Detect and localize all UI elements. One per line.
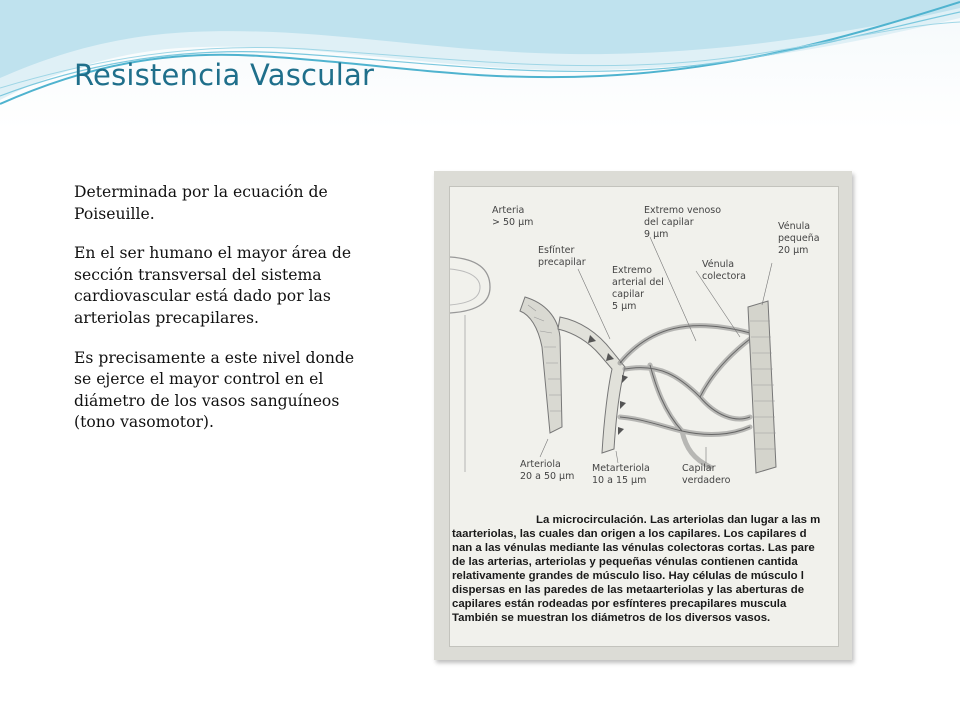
label-esfinter-precapilar: Esfínter precapilar (538, 245, 586, 268)
label-extremo-venoso: Extremo venoso del capilar 9 µm (644, 205, 722, 240)
figure-image (449, 186, 839, 647)
label-metarteriola: Metarteriola 10 a 15 µm (592, 463, 650, 486)
paragraph-2: En el ser humano el mayor área de sección transversal del sistema cardiovascular está dado por las arteriolas precapilares. (74, 244, 352, 327)
paragraph-3: Es precisamente a este nivel donde se ejerce el mayor control en el diámetro de los vasos sanguíneos (tono vasomotor). (74, 348, 355, 432)
page-title: Resistencia Vascular (74, 58, 375, 92)
label-arteriola: Arteriola 20 a 50 µm (520, 459, 575, 482)
label-arteria: Arteria > 50 µm (492, 205, 534, 228)
label-extremo-arterial: Extremo arterial del capilar 5 µm (612, 265, 664, 312)
paragraph-1: Determinada por la ecuación de Poiseuille. (74, 183, 328, 223)
label-capilar-verdadero: Capilar verdadero (682, 463, 731, 486)
label-venula-pequena: Vénula pequeña 20 µm (778, 221, 820, 256)
microcirculation-diagram (450, 187, 838, 646)
figure-frame (434, 171, 852, 660)
body-text (74, 182, 374, 452)
label-venula-colectora: Vénula colectora (702, 259, 747, 282)
figure-caption: La microcirculación. Las arteriolas dan lugar a las m taarteriolas, las cuales dan origen a los capilares. Los capilares d nan a las vénulas mediante las vénulas colectoras cortas. Las pare de las arterias, arteriolas y pequeñas vénulas contienen cantida relativamente grandes de músculo liso. Hay células de músculo l dispersas en las paredes de las metaarteriolas y las aberturas de capilares están rodeadas por esfínteres precapilares muscula También se muestran los diámetros de los diversos vasos. (452, 514, 821, 624)
